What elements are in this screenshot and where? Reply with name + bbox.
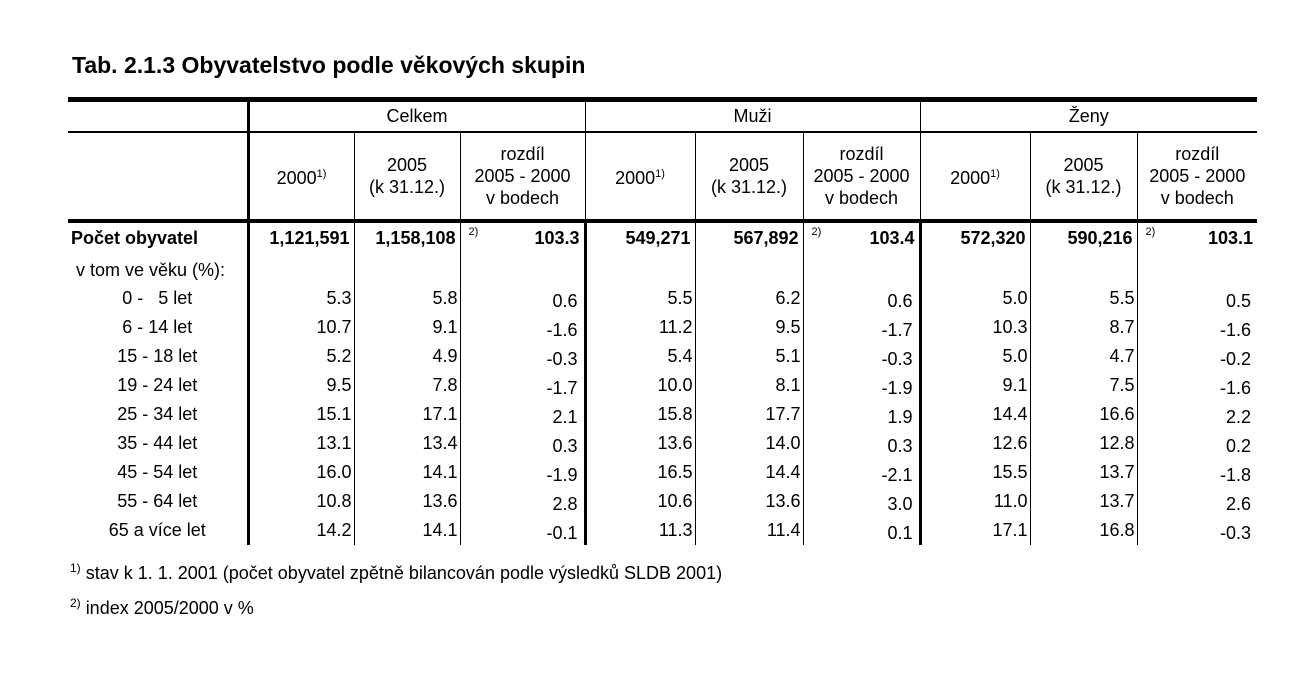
cell-value: -0.1 — [460, 516, 585, 545]
cell-value: 2.8 — [460, 487, 585, 516]
cell-value: 0.5 — [1137, 284, 1257, 313]
table-row-subtitle — [68, 256, 1257, 284]
row-label: 19 - 24 let — [117, 375, 198, 395]
cell-value: 3.0 — [803, 487, 920, 516]
cell-value: 13.6 — [354, 487, 460, 516]
cell-value: 16.0 — [248, 458, 354, 487]
cell-value: 13.6 — [585, 429, 695, 458]
row-label: Počet obyvatel — [71, 228, 199, 248]
cell-value: 4.7 — [1030, 342, 1137, 371]
cell-value: 10.0 — [585, 371, 695, 400]
cell-value: 4.9 — [354, 342, 460, 371]
table-row — [68, 429, 1257, 458]
cell-value: 9.5 — [695, 313, 803, 342]
cell-value: 10.8 — [248, 487, 354, 516]
table-row — [68, 458, 1257, 487]
cell-value: 8.7 — [1030, 313, 1137, 342]
cell-value: 572,320 — [920, 221, 1030, 256]
cell-value: 15.8 — [585, 400, 695, 429]
footnote-2: $^{2)}$ index 2005/2000 v % — [70, 596, 254, 618]
cell-value: -1.9 — [460, 458, 585, 487]
cell-value: 2) 103.4 — [803, 221, 920, 256]
cell-value: -0.2 — [1137, 342, 1257, 371]
cell-value: 5.8 — [354, 284, 460, 313]
cell-value: 0.1 — [803, 516, 920, 545]
table-row — [68, 371, 1257, 400]
cell-value: 8.1 — [695, 371, 803, 400]
cell-value: 9.1 — [920, 371, 1030, 400]
row-label: 35 - 44 let — [117, 433, 198, 453]
row-label: 15 - 18 let — [117, 346, 198, 366]
population-table — [68, 97, 1257, 545]
cell-value: 1,158,108 — [354, 221, 460, 256]
row-label: 45 - 54 let — [117, 462, 198, 482]
row-label: 6 - 14 let — [122, 317, 193, 337]
footnote-1: $^{1)}$ stav k 1. 1. 2001 (počet obyvatel zpětně bilancován podle výsledků SLDB 2001) — [70, 561, 723, 583]
cell-value: 11.2 — [585, 313, 695, 342]
cell-value: 2) 103.3 — [460, 221, 585, 256]
col-2000: 2000$^{1)}$ — [585, 132, 695, 221]
cell-value: 17.7 — [695, 400, 803, 429]
table-row — [68, 284, 1257, 313]
cell-value: -1.6 — [1137, 371, 1257, 400]
cell-value: 5.4 — [585, 342, 695, 371]
col-2000: 2000$^{1)}$ — [248, 132, 354, 221]
table-title: Tab. 2.1.3 Obyvatelstvo podle věkových skupin — [72, 52, 586, 78]
cell-value: -2.1 — [803, 458, 920, 487]
cell-value: 15.5 — [920, 458, 1030, 487]
col-2005: 2005 (k 31.12.) — [354, 132, 460, 221]
row-label: 0 - 5 let — [122, 288, 193, 308]
col-2000: 2000$^{1)}$ — [920, 132, 1030, 221]
col-diff: rozdíl 2005 - 2000 v bodech — [1137, 132, 1257, 221]
cell-value: 9.1 — [354, 313, 460, 342]
cell-value: 14.1 — [354, 516, 460, 545]
cell-value: -0.3 — [1137, 516, 1257, 545]
corner-cell — [68, 100, 248, 133]
cell-value: 17.1 — [920, 516, 1030, 545]
table-row — [68, 400, 1257, 429]
cell-value: 590,216 — [1030, 221, 1137, 256]
col-2005: 2005 (k 31.12.) — [1030, 132, 1137, 221]
cell-value: 11.3 — [585, 516, 695, 545]
cell-value: 12.6 — [920, 429, 1030, 458]
cell-value: 15.1 — [248, 400, 354, 429]
table-row-total — [68, 221, 1257, 256]
table-row — [68, 342, 1257, 371]
cell-value: 5.5 — [585, 284, 695, 313]
cell-value: -0.3 — [803, 342, 920, 371]
cell-value: 14.1 — [354, 458, 460, 487]
cell-value: -1.6 — [1137, 313, 1257, 342]
cell-value: 16.8 — [1030, 516, 1137, 545]
cell-value: 12.8 — [1030, 429, 1137, 458]
cell-value: 567,892 — [695, 221, 803, 256]
cell-value: 0.6 — [460, 284, 585, 313]
cell-value: 1,121,591 — [248, 221, 354, 256]
cell-value: -1.6 — [460, 313, 585, 342]
group-header-celkem: Celkem — [248, 100, 585, 133]
cell-value: 17.1 — [354, 400, 460, 429]
row-label: 55 - 64 let — [117, 491, 198, 511]
cell-value: 0.3 — [460, 429, 585, 458]
row-label: 65 a více let — [108, 520, 206, 540]
row-subtitle: v tom ve věku (%): — [76, 259, 226, 280]
cell-value: 6.2 — [695, 284, 803, 313]
cell-value: 11.0 — [920, 487, 1030, 516]
col-diff: rozdíl 2005 - 2000 v bodech — [803, 132, 920, 221]
cell-value: 13.4 — [354, 429, 460, 458]
cell-value: 0.2 — [1137, 429, 1257, 458]
cell-value: 7.8 — [354, 371, 460, 400]
cell-value: 10.3 — [920, 313, 1030, 342]
cell-value: 5.0 — [920, 342, 1030, 371]
cell-value: -1.9 — [803, 371, 920, 400]
cell-value: 13.7 — [1030, 458, 1137, 487]
cell-value: 5.2 — [248, 342, 354, 371]
cell-value: -1.7 — [460, 371, 585, 400]
cell-value: 2) 103.1 — [1137, 221, 1257, 256]
group-header-zeny: Ženy — [920, 100, 1257, 133]
cell-value: 2.6 — [1137, 487, 1257, 516]
cell-value: -1.8 — [1137, 458, 1257, 487]
row-label: 25 - 34 let — [117, 404, 198, 424]
cell-value: 2.1 — [460, 400, 585, 429]
cell-value: 5.1 — [695, 342, 803, 371]
cell-value: 10.7 — [248, 313, 354, 342]
cell-value: 5.5 — [1030, 284, 1137, 313]
cell-value: 10.6 — [585, 487, 695, 516]
cell-value: 13.7 — [1030, 487, 1137, 516]
cell-value: 14.4 — [695, 458, 803, 487]
cell-value: 5.0 — [920, 284, 1030, 313]
cell-value: -0.3 — [460, 342, 585, 371]
cell-value: 14.2 — [248, 516, 354, 545]
cell-value: 0.3 — [803, 429, 920, 458]
cell-value: 7.5 — [1030, 371, 1137, 400]
cell-value: -1.7 — [803, 313, 920, 342]
cell-value: 16.5 — [585, 458, 695, 487]
table-row — [68, 313, 1257, 342]
cell-value: 14.0 — [695, 429, 803, 458]
group-header-muzi: Muži — [585, 100, 920, 133]
cell-value: 16.6 — [1030, 400, 1137, 429]
col-diff: rozdíl 2005 - 2000 v bodech — [460, 132, 585, 221]
cell-value: 13.1 — [248, 429, 354, 458]
cell-value: 13.6 — [695, 487, 803, 516]
table-row — [68, 487, 1257, 516]
cell-value: 9.5 — [248, 371, 354, 400]
cell-value: 2.2 — [1137, 400, 1257, 429]
table-row — [68, 516, 1257, 545]
cell-value: 14.4 — [920, 400, 1030, 429]
footnotes — [70, 553, 722, 623]
column-header-row — [68, 132, 1257, 221]
cell-value: 11.4 — [695, 516, 803, 545]
cell-value: 549,271 — [585, 221, 695, 256]
cell-value: 5.3 — [248, 284, 354, 313]
cell-value: 1.9 — [803, 400, 920, 429]
col-2005: 2005 (k 31.12.) — [695, 132, 803, 221]
cell-value: 0.6 — [803, 284, 920, 313]
